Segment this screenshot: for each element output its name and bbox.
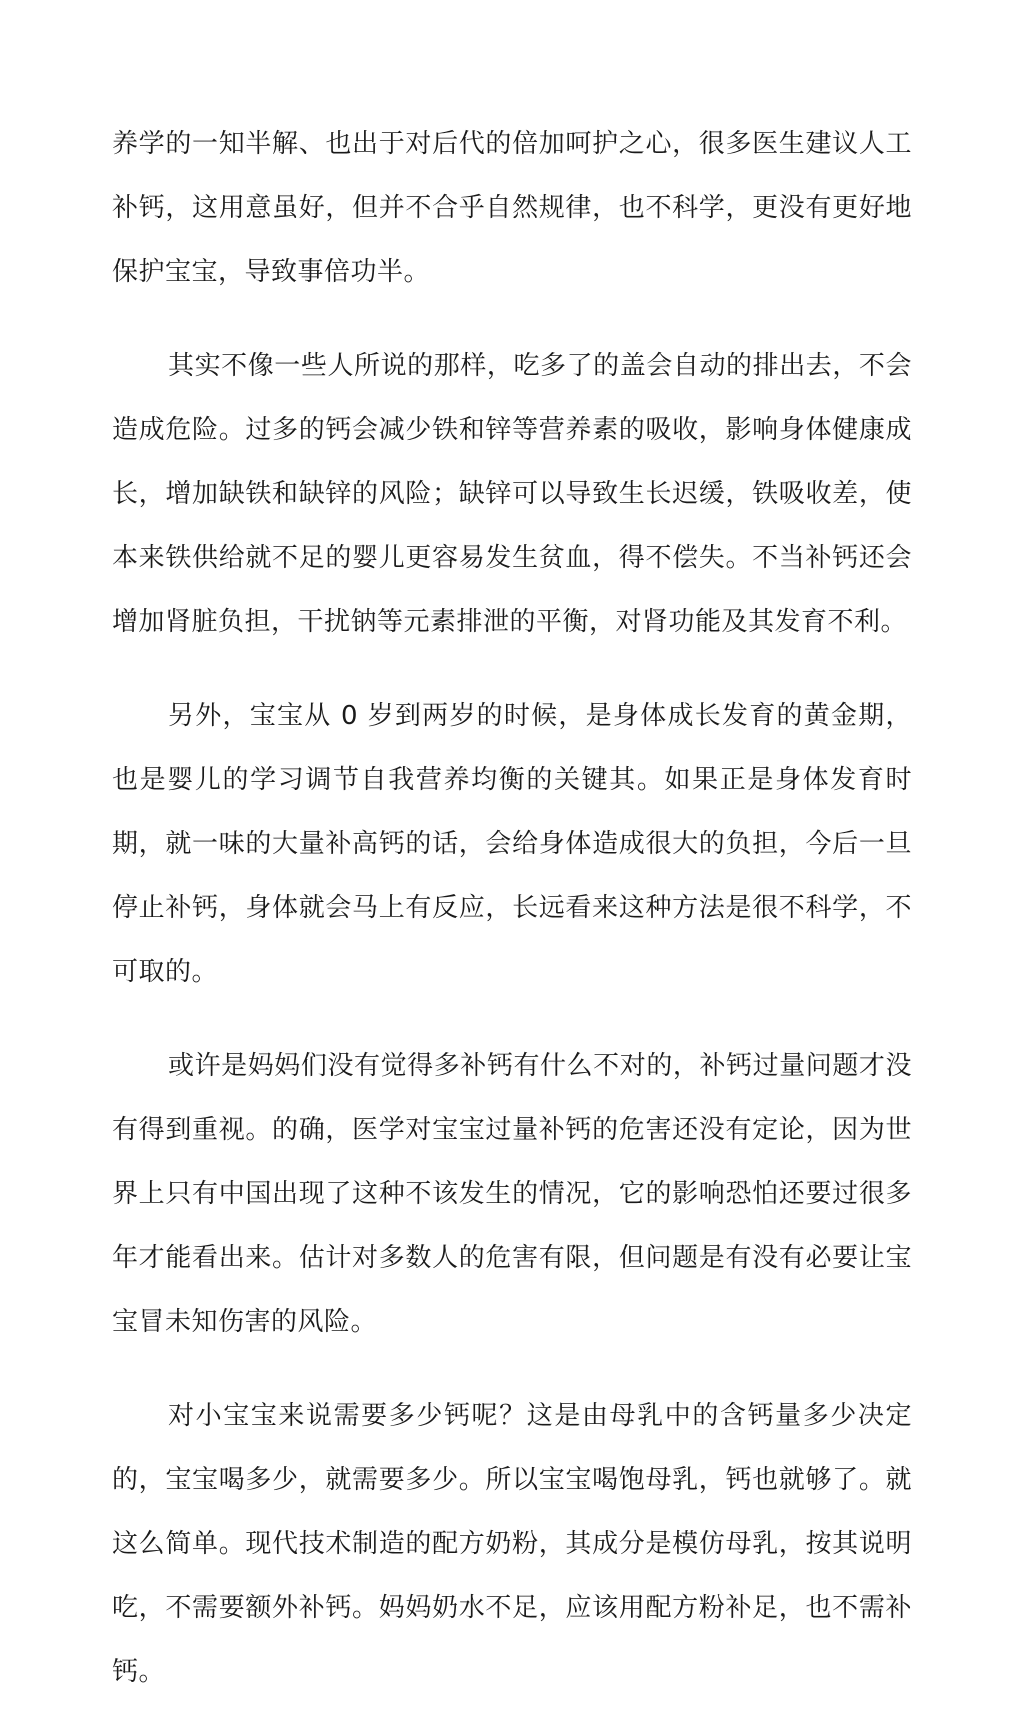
paragraph-2: 其实不像一些人所说的那样，吃多了的盖会自动的排出去，不会造成危险。过多的钙会减少铁和锌等营养素的吸收，影响身体健康成长，增加缺铁和缺锌的风险；缺锌可以导致生长迟缓，铁吸收差，使本来铁供给就不足的婴儿更容易发生贫血，得不偿失。不当补钙还会增加肾脏负担，干扰钠等元素排泄的平衡，对肾功能及其发育不利。 — [112, 351, 912, 637]
paragraph-5: 对小宝宝来说需要多少钙呢？这是由母乳中的含钙量多少决定的，宝宝喝多少，就需要多少。所以宝宝喝饱母乳，钙也就够了。就这么简单。现代技术制造的配方奶粉，其成分是模仿母乳，按其说明吃，不需要额外补钙。妈妈奶水不足，应该用配方粉补足，也不需补钙。 — [112, 1401, 912, 1687]
document-body — [112, 112, 912, 1734]
paragraph-1: 养学的一知半解、也出于对后代的倍加呵护之心，很多医生建议人工补钙，这用意虽好，但并不合乎自然规律，也不科学，更没有更好地保护宝宝，导致事倍功半。 — [112, 129, 912, 287]
paragraph-4: 或许是妈妈们没有觉得多补钙有什么不对的，补钙过量问题才没有得到重视。的确，医学对宝宝过量补钙的危害还没有定论，因为世界上只有中国出现了这种不该发生的情况，它的影响恐怕还要过很多年才能看出来。估计对多数人的危害有限，但问题是有没有必要让宝宝冒未知伤害的风险。 — [112, 1051, 912, 1337]
paragraph-3: 另外，宝宝从 0 岁到两岁的时候，是身体成长发育的黄金期，也是婴儿的学习调节自我营养均衡的关键其。如果正是身体发育时期，就一味的大量补高钙的话，会给身体造成很大的负担，今后一旦停止补钙，身体就会马上有反应，长远看来这种方法是很不科学，不可取的。 — [112, 701, 912, 987]
